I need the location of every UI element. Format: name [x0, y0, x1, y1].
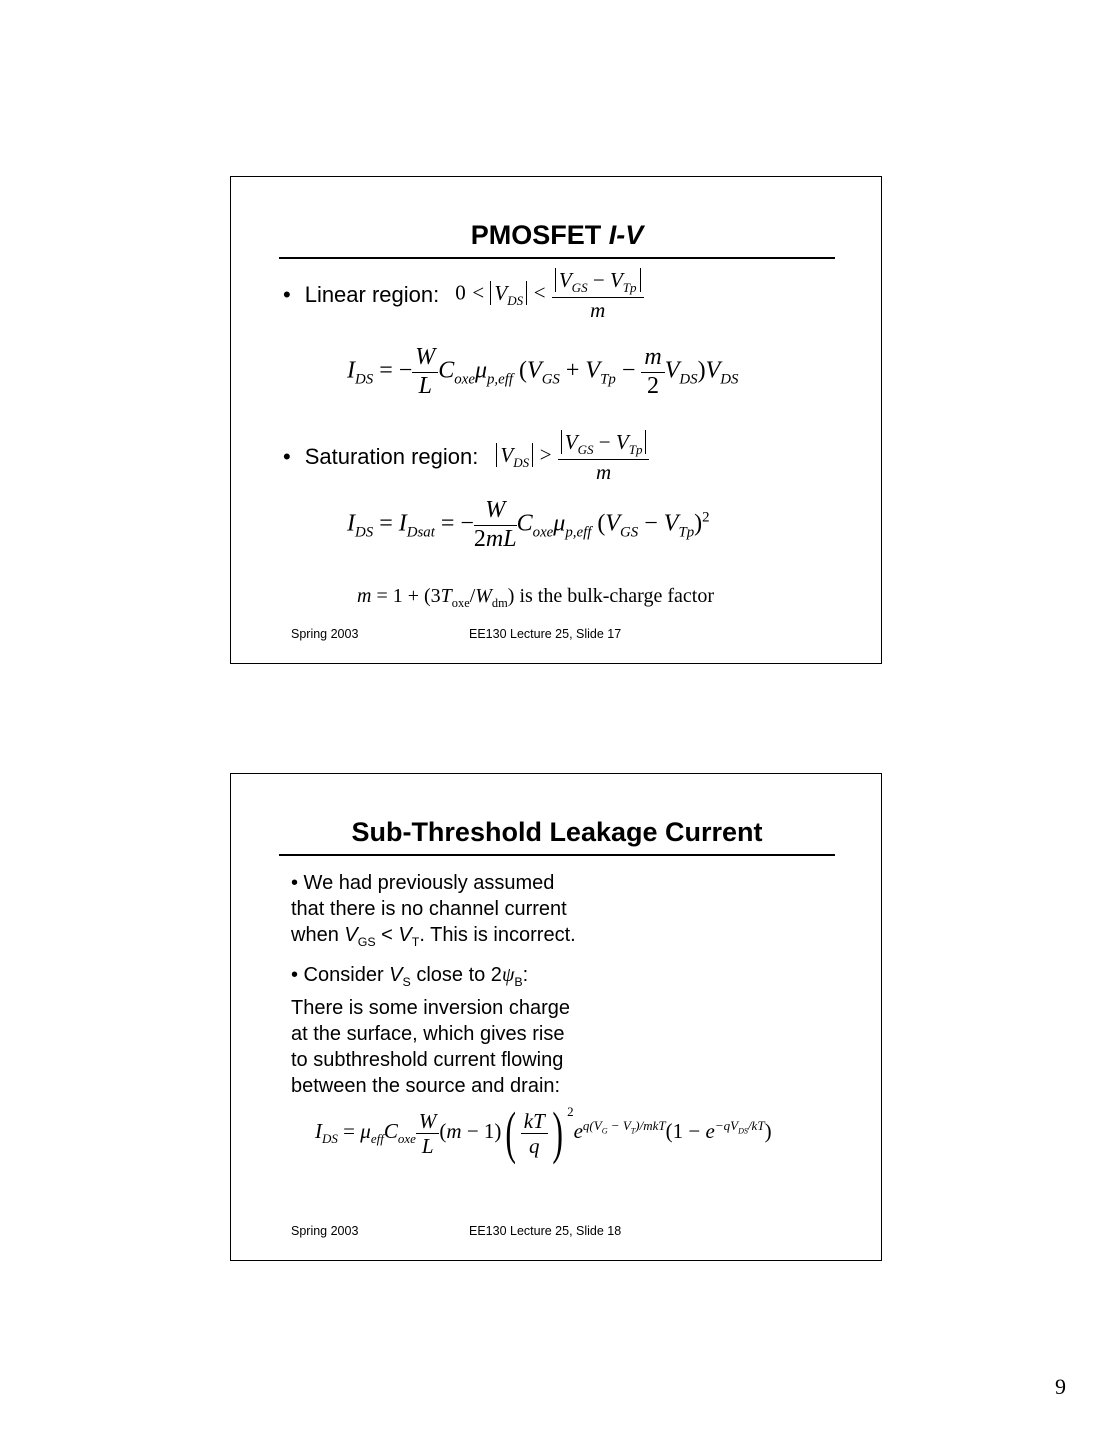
paragraph-inversion: • Consider $V_S$ close to $2\psi_B$: There is some inversion charge at the surface, which gives rise to subthreshold current flowing between the source and drain:	[291, 964, 571, 1097]
title-underline	[279, 854, 835, 856]
page-number: 9	[1055, 1374, 1066, 1399]
bullet-linear-region: • Linear region: $0 < V_{DS}$ < $\frac{V_{GS} - V_{Tp}}{m}$	[283, 263, 644, 327]
subthreshold-current-equation: $I_{DS} = \mu_{eff}C_{oxe}$ $\frac{W}{L}$ (m − 1)( $\frac{kT}{q}$ ) $^2e^{q(V_G - V_T)/mkT}(1 - e^{-qV_{DS}/kT})$	[315, 1100, 772, 1166]
linear-region-condition: $0 < V_{DS}$ < $\frac{V_{GS} - V_{Tp}}{m}$	[455, 268, 643, 321]
slide-title: PMOSFET I-V	[470, 220, 644, 250]
paragraph-assumption: • We had previously assumed that there is no channel current when $V_{GS} < V_T$. This is incorrect.	[291, 872, 576, 949]
slide-18	[230, 773, 882, 1261]
footer-slide-label: EE130 Lecture 25, Slide 17	[469, 627, 622, 641]
linear-current-equation: $I_{DS}$ = − $\frac{W}{L}$ $C_{oxe}\mu_{p,eff}$ ($V_{GS} + V_{Tp}$ − $\frac{m}{2}$ $V_{DS})V_{DS}$	[347, 344, 739, 399]
bullet-saturation-region: • Saturation region: $V_{DS}$ > $\frac{V_{GS} - V_{Tp}}{m}$	[283, 425, 649, 489]
title-underline	[279, 257, 835, 259]
footer-date: Spring 2003	[291, 627, 359, 641]
slide-title: Sub-Threshold Leakage Current	[351, 817, 763, 847]
footer-date: Spring 2003	[291, 1224, 359, 1238]
saturation-region-condition: $V_{DS}$ > $\frac{V_{GS} - V_{Tp}}{m}$	[496, 430, 649, 483]
bulk-charge-note: $m = 1 + (3T_{oxe}/W_{dm})$ is the bulk-charge factor	[357, 585, 714, 610]
slide-17	[230, 176, 882, 664]
saturation-current-equation: $I_{DS} = I_{Dsat}$ = − $\frac{W}{2mL}$ $C_{oxe}\mu_{p,eff}$ $(V_{GS} - V_{Tp})^2$	[347, 497, 710, 552]
footer-slide-label: EE130 Lecture 25, Slide 18	[469, 1224, 622, 1238]
